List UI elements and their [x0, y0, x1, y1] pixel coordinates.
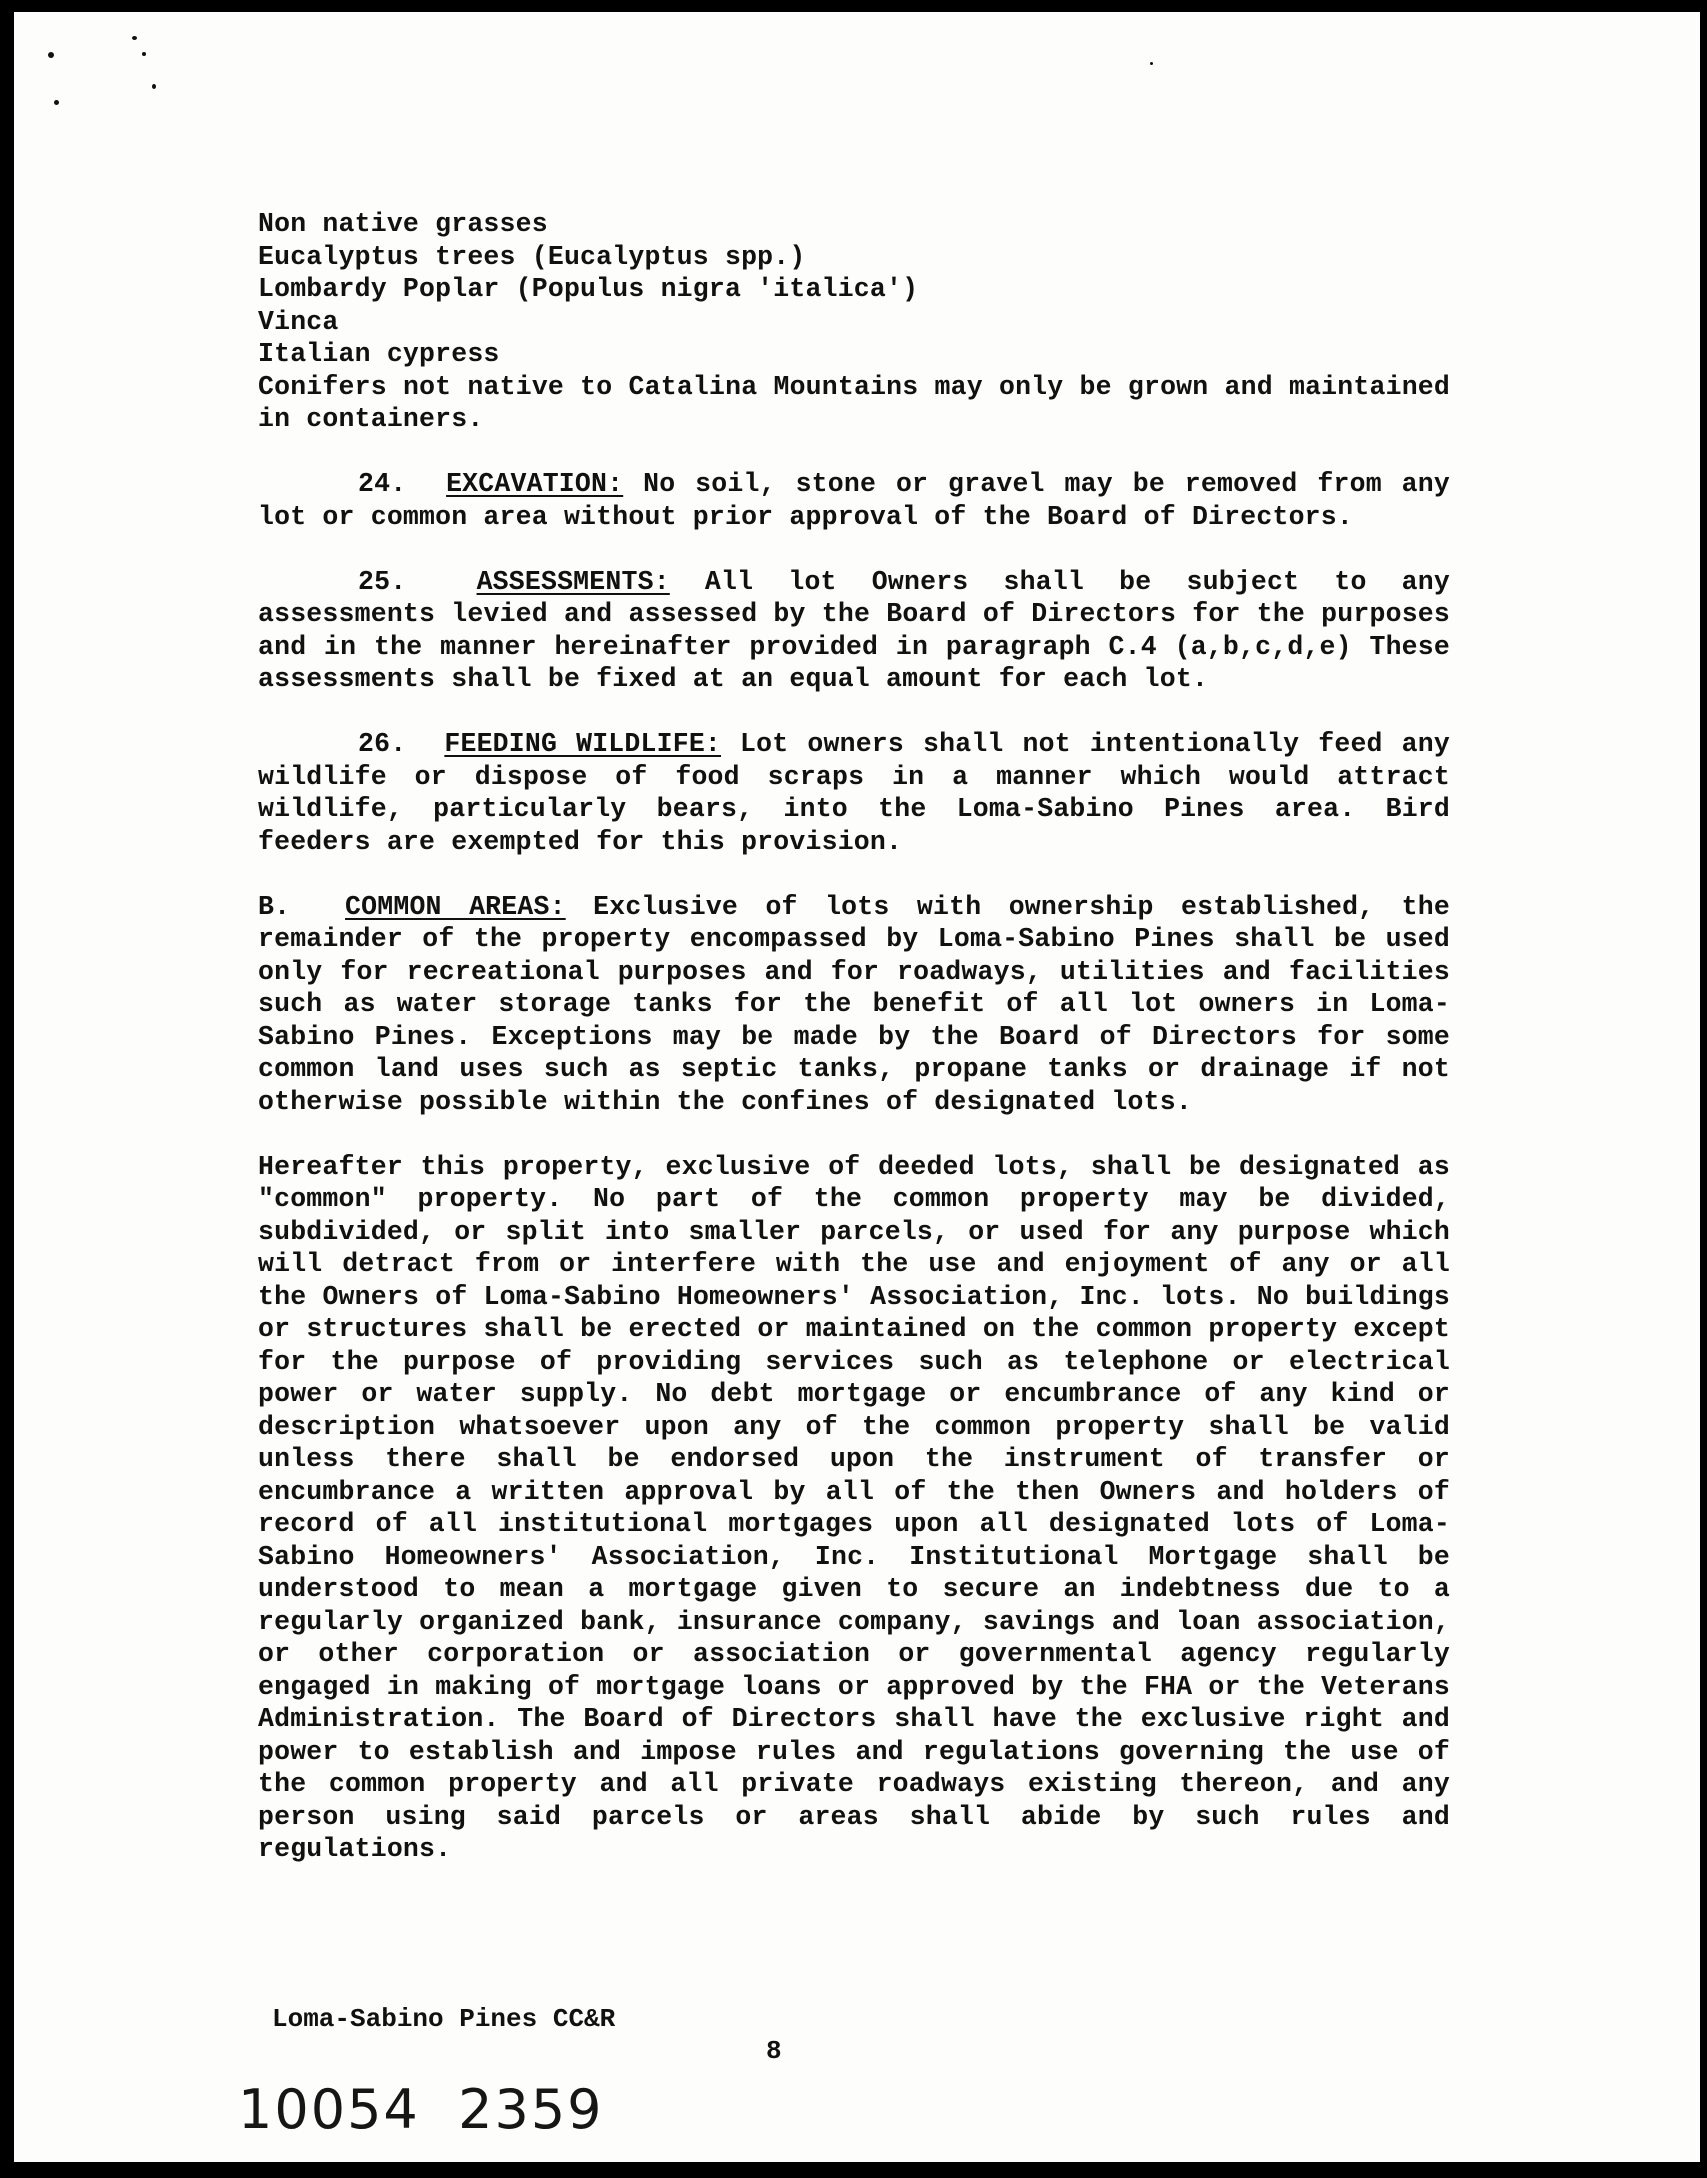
scan-speck: [48, 52, 54, 58]
section-text: Lot owners shall not intentionally feed any wildlife or dispose of food scraps in a manner which would attract wildlife, particularly bears, into the Loma-Sabino Pines area. Bird feeders are exempted for this provision.: [258, 729, 1450, 857]
section-number: 25.: [358, 566, 407, 597]
conifers-paragraph: Conifers not native to Catalina Mountains may only be grown and maintained in containers.: [258, 371, 1450, 434]
scan-speck: [152, 84, 156, 89]
section-number: B.: [258, 891, 291, 922]
section-26-feeding-wildlife: [258, 728, 1450, 858]
section-number: 24.: [358, 469, 407, 499]
list-item: Non native grasses: [258, 209, 548, 239]
section-text: Exclusive of lots with ownership established, the remainder of the property encompassed by Loma-Sabino Pines shall be used only for recreational purposes and for roadways, utilities and facilities such as water storage tanks for the benefit of all lot owners in Loma-Sabino Pines. Exceptions may be made by the Board of Directors for some common land uses such as septic tanks, propane tanks or drainage if not otherwise possible within the confines of designated lots.: [258, 891, 1450, 1117]
section-heading: FEEDING WILDLIFE:: [444, 729, 722, 759]
document-body: [258, 208, 1450, 1866]
section-25-assessments: [258, 566, 1450, 696]
section-heading: EXCAVATION:: [446, 469, 624, 499]
hereafter-paragraph: Hereafter this property, exclusive of deeded lots, shall be designated as "common" property. No part of the common property may be divided, subdivided, or split into smaller parcels, or used for any purpose which will detract from or interfere with the use and enjoyment of any or all the Owners of Loma-Sabino Homeowners' Association, Inc. lots. No buildings or structures shall be erected or maintained on the common property except for the purpose of providing services such as telephone or electrical power or water supply. No debt mortgage or encumbrance of any kind or description whatsoever upon any of the common property shall be valid unless there shall be endorsed upon the instrument of transfer or encumbrance a written approval by all of the then Owners and holders of record of all institutional mortgages upon all designated lots of Loma-Sabino Homeowners' Association, Inc. Institutional Mortgage shall be understood to mean a mortgage given to secure an indebtness due to a regularly organized bank, insurance company, savings and loan association, or other corporation or association or governmental agency regularly engaged in making of mortgage loans or approved by the FHA or the Veterans Administration. The Board of Directors shall have the exclusive right and power to establish and impose rules and regulations governing the use of the common property and all private roadways existing thereon, and any person using said parcels or areas shall abide by such rules and regulations.: [258, 1151, 1450, 1864]
section-heading: ASSESSMENTS:: [476, 566, 670, 597]
recording-stamp-number: 10054 2359: [238, 2078, 604, 2141]
footer-document-title: Loma-Sabino Pines CC&R: [272, 2004, 616, 2034]
scan-speck: [1150, 62, 1153, 65]
page-number: 8: [766, 2036, 782, 2066]
section-heading: COMMON AREAS:: [345, 891, 566, 922]
section-text: All lot Owners shall be subject to any assessments levied and assessed by the Board of Directors for the purposes and in the manner hereinafter provided in paragraph C.4 (a,b,c,d,e) These assessments shall be fixed at an equal amount for each lot.: [258, 566, 1450, 694]
scan-speck: [132, 36, 137, 40]
list-item: Italian cypress: [258, 339, 500, 369]
scan-speck: [142, 52, 146, 56]
list-item: Vinca: [258, 306, 339, 337]
section-text: No soil, stone or gravel may be removed from any lot or common area without prior approval of the Board of Directors.: [258, 469, 1450, 532]
scan-speck: [54, 100, 59, 105]
section-b-common-areas: [258, 891, 1450, 1119]
list-item: Eucalyptus trees (Eucalyptus spp.): [258, 241, 806, 272]
section-24-excavation: [258, 468, 1450, 533]
section-number: 26.: [358, 729, 407, 759]
plant-list: [258, 208, 1450, 371]
list-item: Lombardy Poplar (Populus nigra 'italica'): [258, 274, 919, 304]
